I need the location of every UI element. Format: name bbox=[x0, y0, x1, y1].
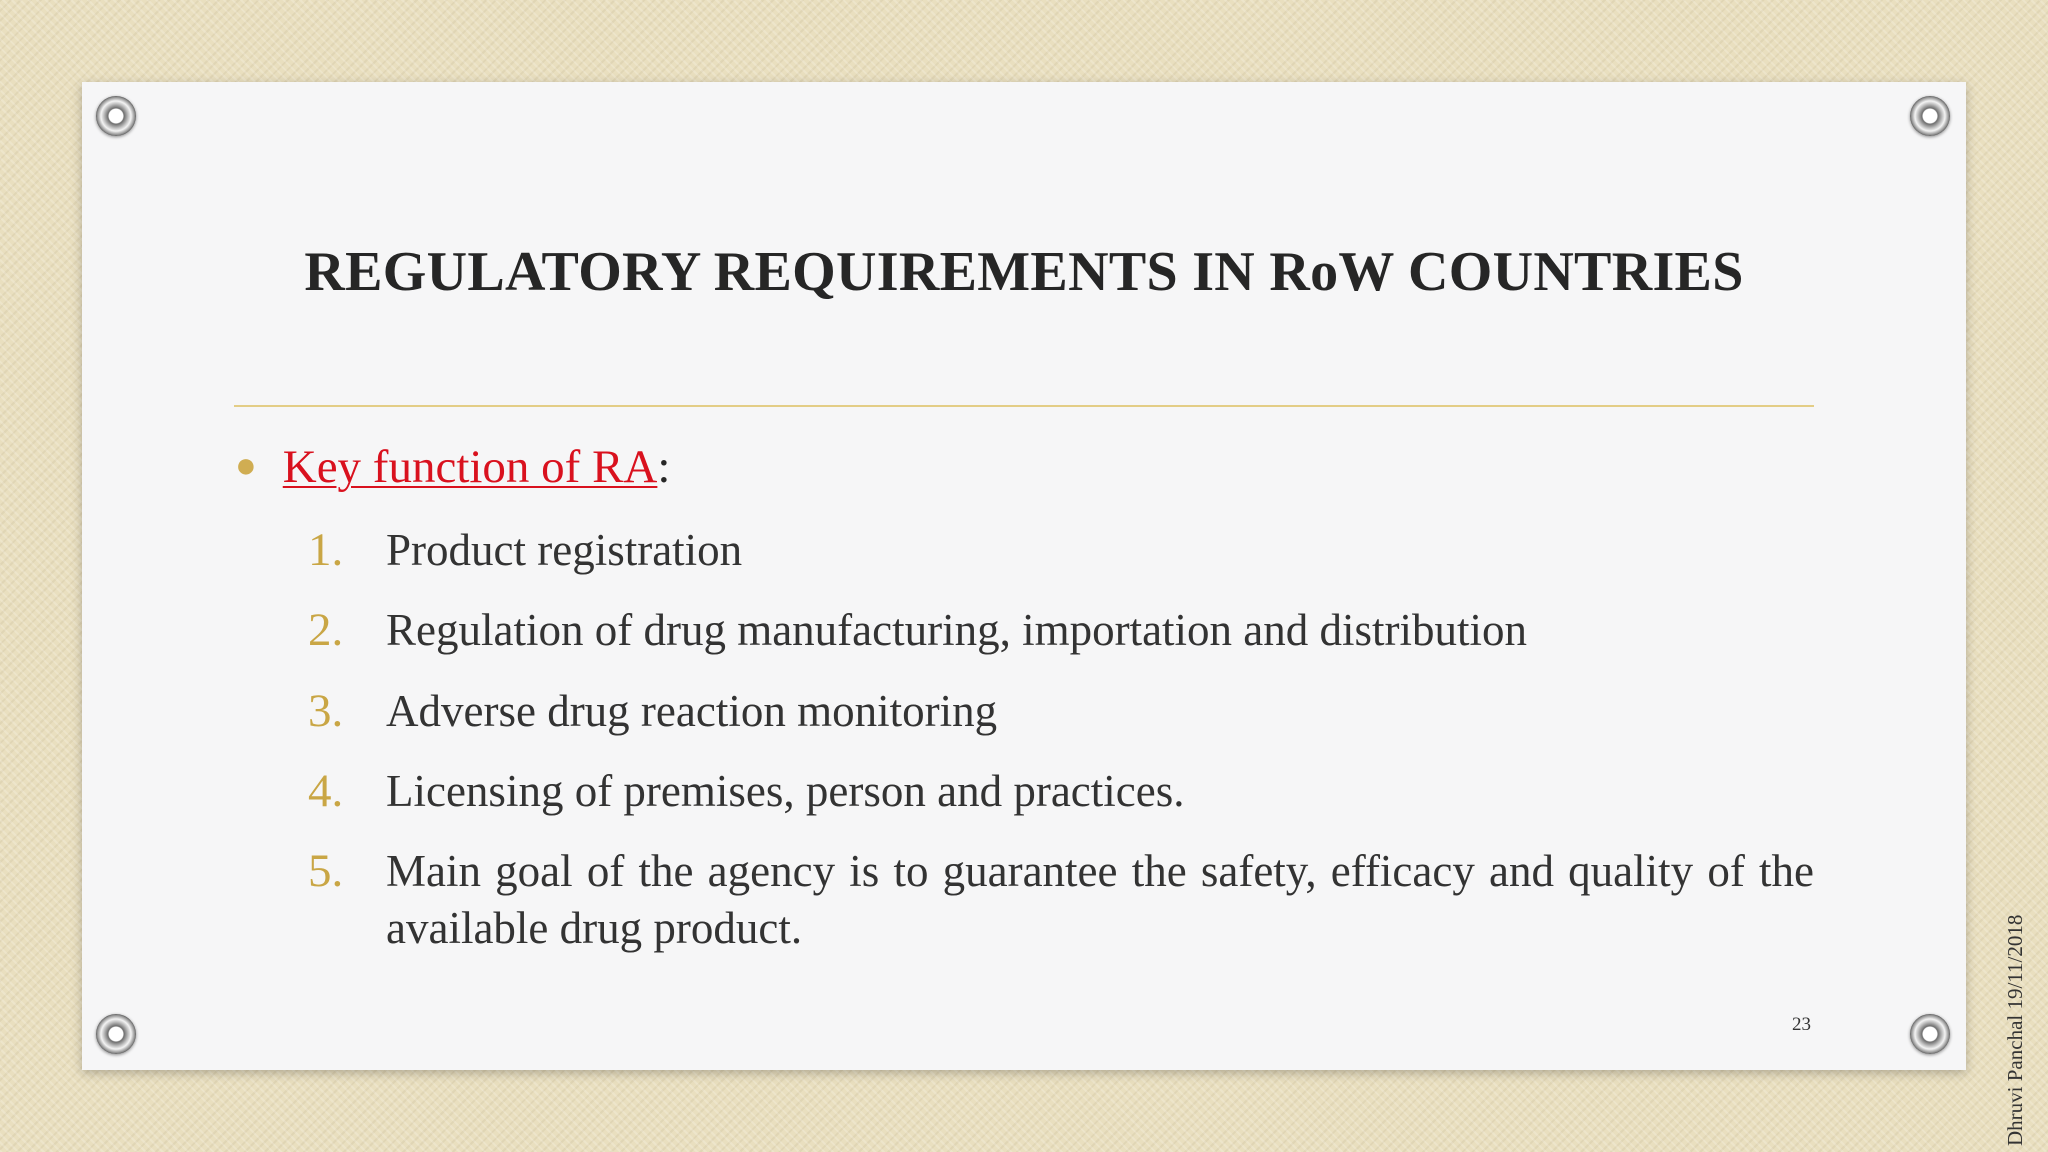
key-function-link[interactable]: Key function of RA bbox=[282, 441, 658, 493]
list-item-text: Regulation of drug manufacturing, importation and distribution bbox=[386, 605, 1528, 655]
list-number: 4. bbox=[308, 765, 344, 817]
bullet-dot-icon: ● bbox=[235, 445, 257, 485]
slide-title: REGULATORY REQUIREMENTS IN RoW COUNTRIES bbox=[304, 241, 1744, 303]
list-number: 3. bbox=[308, 685, 344, 737]
list-item-text: Licensing of premises, person and practices. bbox=[386, 766, 1185, 816]
bullet-suffix: : bbox=[657, 441, 671, 493]
list-number: 2. bbox=[308, 604, 344, 656]
list-item-3 bbox=[308, 683, 1814, 740]
list-item-text: Main goal of the agency is to guarantee the safety, efficacy and quality of the available drug product. bbox=[386, 846, 1814, 953]
title-divider bbox=[234, 405, 1814, 407]
top-left-grommet-icon bbox=[96, 96, 136, 136]
list-item-4 bbox=[308, 763, 1814, 820]
key-function-bullet bbox=[235, 440, 670, 494]
list-item-5 bbox=[308, 843, 1814, 957]
author-date-footer: Dhruvi Panchal 19/11/2018 bbox=[2003, 914, 2027, 1146]
list-item-2 bbox=[308, 602, 1814, 659]
list-item-text: Adverse drug reaction monitoring bbox=[386, 686, 998, 736]
bottom-left-grommet-icon bbox=[96, 1014, 136, 1054]
list-number: 5. bbox=[308, 845, 344, 897]
list-item-1 bbox=[308, 522, 1814, 579]
page-number: 23 bbox=[1792, 1014, 1811, 1035]
bottom-right-grommet-icon bbox=[1910, 1014, 1950, 1054]
top-right-grommet-icon bbox=[1910, 96, 1950, 136]
list-item-text: Product registration bbox=[386, 525, 743, 575]
list-number: 1. bbox=[308, 524, 344, 576]
